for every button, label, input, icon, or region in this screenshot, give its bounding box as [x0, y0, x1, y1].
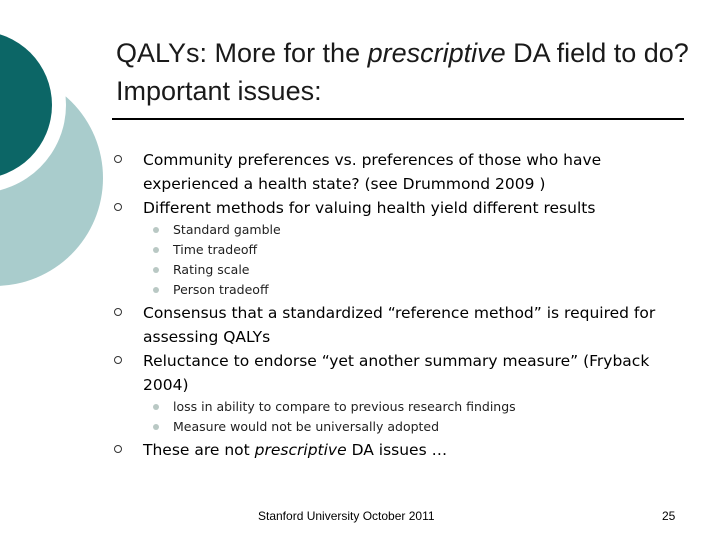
bullet-item: Consensus that a standardized “reference method” is required for assessing QALYs [114, 301, 694, 349]
sub-bullet-item: Standard gamble [167, 220, 694, 240]
bullet-item: Reluctance to endorse “yet another summary measure” (Fryback 2004) [114, 349, 694, 397]
sub-bullet-list [167, 397, 694, 437]
slide-footer: Stanford University October 2011 [258, 509, 435, 523]
dot-bullet-icon [153, 267, 159, 273]
circle-bullet-icon [114, 155, 122, 163]
sub-bullet-item: Measure would not be universally adopted [167, 417, 694, 437]
sub-bullet-item: Person tradeoff [167, 280, 694, 300]
bullet-item: These are not prescriptive DA issues … [114, 438, 694, 462]
dot-bullet-icon [153, 227, 159, 233]
bullet-item: Community preferences vs. preferences of those who have experienced a health state? (see Drummond 2009 ) [114, 148, 694, 196]
bullet-list [114, 148, 694, 462]
dot-bullet-icon [153, 287, 159, 293]
dot-bullet-icon [153, 424, 159, 430]
decorative-circles [0, 0, 120, 300]
circle-bullet-icon [114, 308, 122, 316]
sub-bullet-item: Rating scale [167, 260, 694, 280]
title-divider [112, 118, 684, 120]
circle-bullet-icon [114, 356, 122, 364]
bullet-item: Different methods for valuing health yield different results [114, 196, 694, 220]
page-number: 25 [662, 509, 676, 523]
circle-bullet-icon [114, 203, 122, 211]
sub-bullet-list [167, 220, 694, 300]
dot-bullet-icon [153, 404, 159, 410]
sub-bullet-item: Time tradeoff [167, 240, 694, 260]
sub-bullet-item: loss in ability to compare to previous research findings [167, 397, 694, 417]
circle-bullet-icon [114, 445, 122, 453]
slide-title: QALYs: More for the prescriptive DA field to do? Important issues: [116, 38, 689, 106]
dot-bullet-icon [153, 247, 159, 253]
